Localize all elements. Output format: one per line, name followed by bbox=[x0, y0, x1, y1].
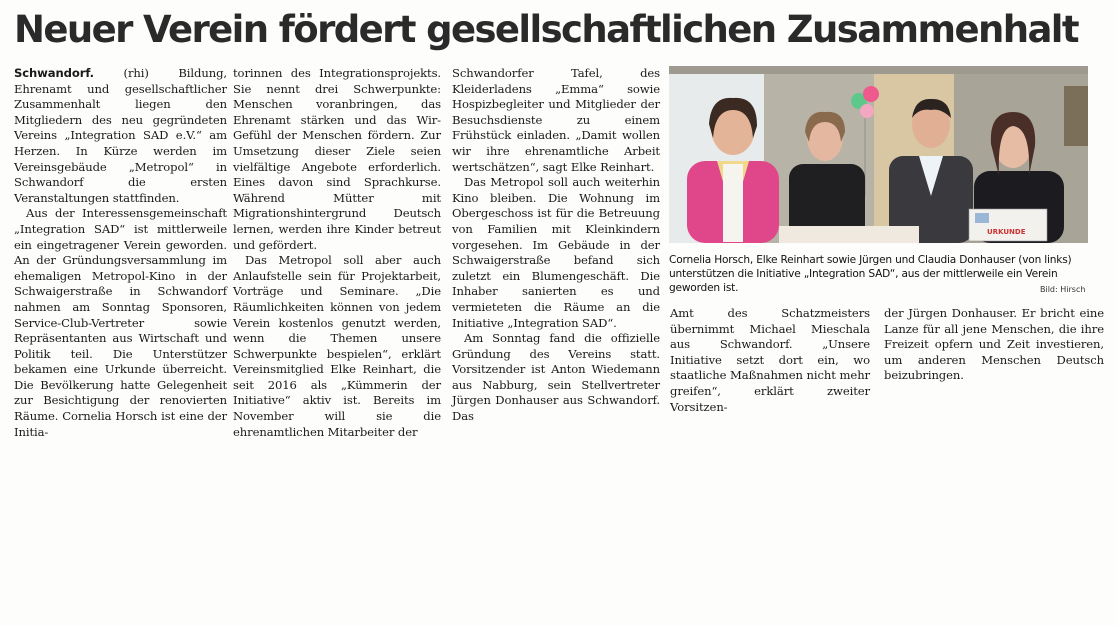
photo-caption: Cornelia Horsch, Elke Reinhart sowie Jürgen und Claudia Donhauser (von links) unterstützen die Initiative „Integration SAD“, aus der mittlerweile ein Verein geworden ist. bbox=[669, 254, 1072, 294]
paragraph: Schwandorfer Tafel, des Kleiderladens „Emma“ sowie Hospizbegleiter und Mitglieder der Besuchsdienste zu einem Frühstück einladen. „Damit wollen wir ihre ehrenamtliche Arbeit wertschätzen“, sagt Elke Reinhart. bbox=[452, 66, 660, 174]
paragraph: Am Sonntag fand die offizielle Gründung des Vereins statt. Vorsitzender ist Anton Wiedemann aus Nabburg, sein Stellvertreter Jürgen Donhauser aus Schwandorf. Das bbox=[452, 331, 660, 424]
paragraph: torinnen des Integrationsprojekts. Sie nennt drei Schwerpunkte: Menschen voranbringen, das Ehrenamt stärken und das Wir-Gefühl der Menschen fördern. Zur Umsetzung dieser Ziele seien vielfältige Angebote erforderlich. Eines davon sind Sprachkurse. Während Mütter mit Migrationshintergrund Deutsch lernen, werden ihre Kinder betreut und gefördert. bbox=[233, 66, 441, 252]
paragraph: Das Metropol soll auch weiterhin Kino bleiben. Die Wohnung im Obergeschoss ist für die Betreuung von Familien mit Kleinkindern vorgesehen. Im Gebäude in der Schwaigerstraße befand sich zuletzt ein Blumengeschäft. Die Inhaber sanierten es und vermieteten die Räume an die Initiative „Integration SAD“. bbox=[452, 175, 660, 330]
headline: Neuer Verein fördert gesellschaftlichen Zusammenhalt bbox=[14, 8, 1078, 51]
paragraph: Aus der Interessensgemeinschaft „Integration SAD“ ist mittlerweile ein eingetragener Verein geworden. An der Gründungsversammlung im ehemaligen Metropol-Kino in der Schwaigerstraße in Schwandorf nahmen am Sonntag Sponsoren, Service-Club-Vertreter sowie Repräsentanten aus Wirtschaft und Politik teil. Die Unterstützer bekamen eine Urkunde überreicht. Die Bevölkerung hatte Gelegenheit zur Besichtigung der renovierten Räume. Cornelia Horsch ist eine der Initia- bbox=[14, 206, 227, 439]
paragraph bbox=[14, 66, 227, 206]
paragraph: der Jürgen Donhauser. Er bricht eine Lanze für all jene Menschen, die ihre Freizeit opfern und Zeit investieren, um anderen Menschen Deutsch beizubringen. bbox=[884, 306, 1104, 383]
article-column-2 bbox=[233, 66, 441, 439]
article-column-3 bbox=[452, 66, 660, 424]
dateline: Schwandorf. bbox=[14, 66, 94, 80]
article-column-1 bbox=[14, 66, 227, 439]
photo-credit: Bild: Hirsch bbox=[1040, 285, 1086, 294]
article-column-4 bbox=[670, 306, 870, 626]
paragraph: Amt des Schatzmeisters übernimmt Michael Mieschala aus Schwandorf. „Unsere Initiative setzt dort ein, wo staatliche Maßnahmen nicht mehr greifen“, erklärt zweiter Vorsitzen- bbox=[670, 306, 870, 414]
paragraph-text: (rhi) Bildung, Ehrenamt und gesellschaftlicher Zusammenhalt liegen den Mitgliedern des neu gegründeten Vereins „Integration SAD e.V.“ am Herzen. In Kürze werden im Vereinsgebäude „Metropol“ in Schwandorf die ersten Veranstaltungen stattfinden. bbox=[14, 66, 227, 205]
certificate-label: URKUNDE bbox=[987, 228, 1026, 236]
article-photo bbox=[669, 66, 1088, 243]
article-column-5 bbox=[884, 306, 1104, 626]
paragraph: Das Metropol soll aber auch Anlaufstelle sein für Projektarbeit, Vorträge und Seminare. „Die Räumlichkeiten können von jedem Verein kostenlos genutzt werden, wenn die Themen unsere Schwerpunkte bespielen“, erklärt Vereinsmitglied Elke Reinhart, die seit 2016 als „Kümmerin der Initiative“ aktiv ist. Bereits im November will sie die ehrenamtlichen Mitarbeiter der bbox=[233, 253, 441, 439]
